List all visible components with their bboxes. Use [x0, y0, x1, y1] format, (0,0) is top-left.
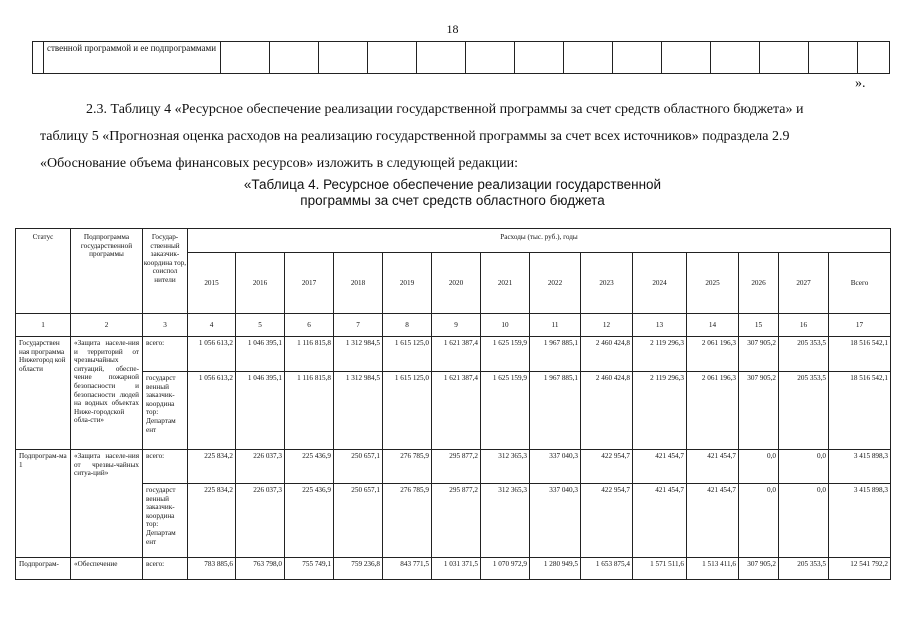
value-cell: 0,0 — [739, 450, 779, 484]
value-cell: 422 954,7 — [581, 450, 633, 484]
column-number: 16 — [779, 314, 829, 337]
value-cell: 1 967 885,1 — [530, 372, 581, 450]
value-cell: 307 905,2 — [739, 558, 779, 580]
customer-cell: всего: — [143, 450, 188, 484]
value-cell: 337 040,3 — [530, 450, 581, 484]
value-cell: 0,0 — [779, 450, 829, 484]
subprogram-name-cell: «Обеспечение — [71, 558, 143, 580]
customer-cell: всего: — [143, 558, 188, 580]
value-cell: 755 749,1 — [285, 558, 334, 580]
value-cell: 205 353,5 — [779, 558, 829, 580]
year-header: 2018 — [334, 253, 383, 314]
year-header: 2016 — [236, 253, 285, 314]
column-number: 3 — [143, 314, 188, 337]
paragraph-line-2: таблицу 5 «Прогнозная оценка расходов на реализацию государственной программы за счет всех источников» подраздела 2.9 — [40, 129, 790, 144]
value-cell: 1 116 815,8 — [285, 372, 334, 450]
column-number: 15 — [739, 314, 779, 337]
table-caption — [0, 177, 905, 209]
column-numbers-row — [16, 314, 891, 337]
paragraph-line-1: 2.3. Таблицу 4 «Ресурсное обеспечение реализации государственной программы за счет средств областного бюджета» и — [86, 102, 804, 117]
value-cell: 1 046 395,1 — [236, 337, 285, 372]
column-number: 7 — [334, 314, 383, 337]
subprogram-name-cell: «Защита населе-ния от чрезвы-чайных ситуа-ций» — [71, 450, 143, 558]
value-cell: 759 236,8 — [334, 558, 383, 580]
value-cell: 225 834,2 — [188, 450, 236, 484]
value-cell: 1 621 387,4 — [432, 372, 481, 450]
subprogram-name-cell: «Защита населе-ния и территорий от чрезвычайных ситуаций, обеспе-чение пожарной безопасности и безопасности людей на водных объектах Ниже-городской обла-сти» — [71, 337, 143, 450]
customer-cell: государст венный заказчик-координа тор: Департам ент — [143, 484, 188, 558]
column-number: 12 — [581, 314, 633, 337]
value-cell: 2 119 296,3 — [633, 337, 687, 372]
column-number: 17 — [829, 314, 891, 337]
value-cell: 1 625 159,9 — [481, 372, 530, 450]
column-number: 11 — [530, 314, 581, 337]
year-header: 2024 — [633, 253, 687, 314]
amendment-paragraph — [40, 96, 866, 177]
value-cell: 225 436,9 — [285, 484, 334, 558]
column-number: 8 — [383, 314, 432, 337]
value-cell: 843 771,5 — [383, 558, 432, 580]
value-cell: 225 436,9 — [285, 450, 334, 484]
year-header: 2025 — [687, 253, 739, 314]
paragraph-line-3: «Обоснование объема финансовых ресурсов» изложить в следующей редакции: — [40, 156, 519, 171]
value-cell: 1 513 411,6 — [687, 558, 739, 580]
value-cell: 226 037,3 — [236, 450, 285, 484]
value-cell: 1 312 984,5 — [334, 337, 383, 372]
value-cell: 1 625 159,9 — [481, 337, 530, 372]
year-header: 2015 — [188, 253, 236, 314]
value-cell: 276 785,9 — [383, 450, 432, 484]
column-number: 9 — [432, 314, 481, 337]
year-header: 2017 — [285, 253, 334, 314]
year-header: 2023 — [581, 253, 633, 314]
year-header: 2020 — [432, 253, 481, 314]
value-cell: 1 615 125,0 — [383, 337, 432, 372]
status-cell: Подпрограм- — [16, 558, 71, 580]
value-cell: 307 905,2 — [739, 372, 779, 450]
table-row — [16, 337, 891, 372]
year-header: 2021 — [481, 253, 530, 314]
table-row — [16, 558, 891, 580]
value-cell: 205 353,5 — [779, 337, 829, 372]
page-number: 18 — [446, 22, 459, 36]
year-header: 2027 — [779, 253, 829, 314]
value-cell: 783 885,6 — [188, 558, 236, 580]
top-table-text: ственной программой и ее подпрограммами — [44, 42, 221, 74]
column-number: 4 — [188, 314, 236, 337]
value-cell: 1 615 125,0 — [383, 372, 432, 450]
year-header: 2022 — [530, 253, 581, 314]
closing-quote-mark: ». — [855, 76, 866, 91]
value-cell: 295 877,2 — [432, 484, 481, 558]
value-cell: 1 280 949,5 — [530, 558, 581, 580]
header-status: Статус — [16, 229, 71, 314]
value-cell: 2 061 196,3 — [687, 372, 739, 450]
value-cell: 1 116 815,8 — [285, 337, 334, 372]
value-cell: 205 353,5 — [779, 372, 829, 450]
value-cell: 0,0 — [779, 484, 829, 558]
value-cell: 226 037,3 — [236, 484, 285, 558]
value-cell: 421 454,7 — [687, 484, 739, 558]
table-row — [16, 372, 891, 450]
value-cell: 2 119 296,3 — [633, 372, 687, 450]
column-number: 1 — [16, 314, 71, 337]
value-cell: 1 571 511,6 — [633, 558, 687, 580]
value-cell: 225 834,2 — [188, 484, 236, 558]
blank-cell — [33, 42, 44, 74]
header-customer: Государ-ственный заказчик-координа тор, соиспол нители — [143, 229, 188, 314]
value-cell: 276 785,9 — [383, 484, 432, 558]
resource-table — [15, 228, 891, 580]
value-cell: 1 031 371,5 — [432, 558, 481, 580]
table-row — [16, 484, 891, 558]
value-cell: 422 954,7 — [581, 484, 633, 558]
customer-cell: государст венный заказчик-координа тор: Департам ент — [143, 372, 188, 450]
value-cell: 307 905,2 — [739, 337, 779, 372]
value-cell: 1 070 972,9 — [481, 558, 530, 580]
value-cell: 295 877,2 — [432, 450, 481, 484]
value-cell: 421 454,7 — [633, 450, 687, 484]
value-cell: 763 798,0 — [236, 558, 285, 580]
value-cell: 1 653 875,4 — [581, 558, 633, 580]
value-cell: 12 541 792,2 — [829, 558, 891, 580]
previous-table-fragment — [32, 41, 890, 74]
column-number: 2 — [71, 314, 143, 337]
value-cell: 1 312 984,5 — [334, 372, 383, 450]
value-cell: 18 516 542,1 — [829, 372, 891, 450]
customer-cell: всего: — [143, 337, 188, 372]
value-cell: 3 415 898,3 — [829, 450, 891, 484]
value-cell: 312 365,3 — [481, 484, 530, 558]
table-body — [16, 314, 891, 580]
header-subprogram: Подпрограмма государственной программы — [71, 229, 143, 314]
value-cell: 2 061 196,3 — [687, 337, 739, 372]
column-number: 6 — [285, 314, 334, 337]
caption-line-1: «Таблица 4. Ресурсное обеспечение реализации государственной — [243, 177, 662, 192]
column-number: 13 — [633, 314, 687, 337]
value-cell: 421 454,7 — [633, 484, 687, 558]
column-number: 10 — [481, 314, 530, 337]
status-cell: Подпрограм-ма 1 — [16, 450, 71, 558]
value-cell: 18 516 542,1 — [829, 337, 891, 372]
year-header: 2019 — [383, 253, 432, 314]
column-number: 5 — [236, 314, 285, 337]
year-header: Всего — [829, 253, 891, 314]
value-cell: 1 046 395,1 — [236, 372, 285, 450]
value-cell: 1 056 613,2 — [188, 372, 236, 450]
value-cell: 1 056 613,2 — [188, 337, 236, 372]
value-cell: 337 040,3 — [530, 484, 581, 558]
value-cell: 3 415 898,3 — [829, 484, 891, 558]
header-expenses: Расходы (тыс. руб.), годы — [188, 229, 891, 253]
value-cell: 250 657,1 — [334, 484, 383, 558]
column-number: 14 — [687, 314, 739, 337]
value-cell: 312 365,3 — [481, 450, 530, 484]
table-row — [16, 450, 891, 484]
status-cell: Государствен ная программа Нижегород кой области — [16, 337, 71, 450]
year-header: 2026 — [739, 253, 779, 314]
value-cell: 421 454,7 — [687, 450, 739, 484]
value-cell: 250 657,1 — [334, 450, 383, 484]
caption-line-2: программы за счет средств областного бюджета — [300, 193, 605, 208]
value-cell: 2 460 424,8 — [581, 337, 633, 372]
value-cell: 2 460 424,8 — [581, 372, 633, 450]
value-cell: 0,0 — [739, 484, 779, 558]
value-cell: 1 621 387,4 — [432, 337, 481, 372]
value-cell: 1 967 885,1 — [530, 337, 581, 372]
